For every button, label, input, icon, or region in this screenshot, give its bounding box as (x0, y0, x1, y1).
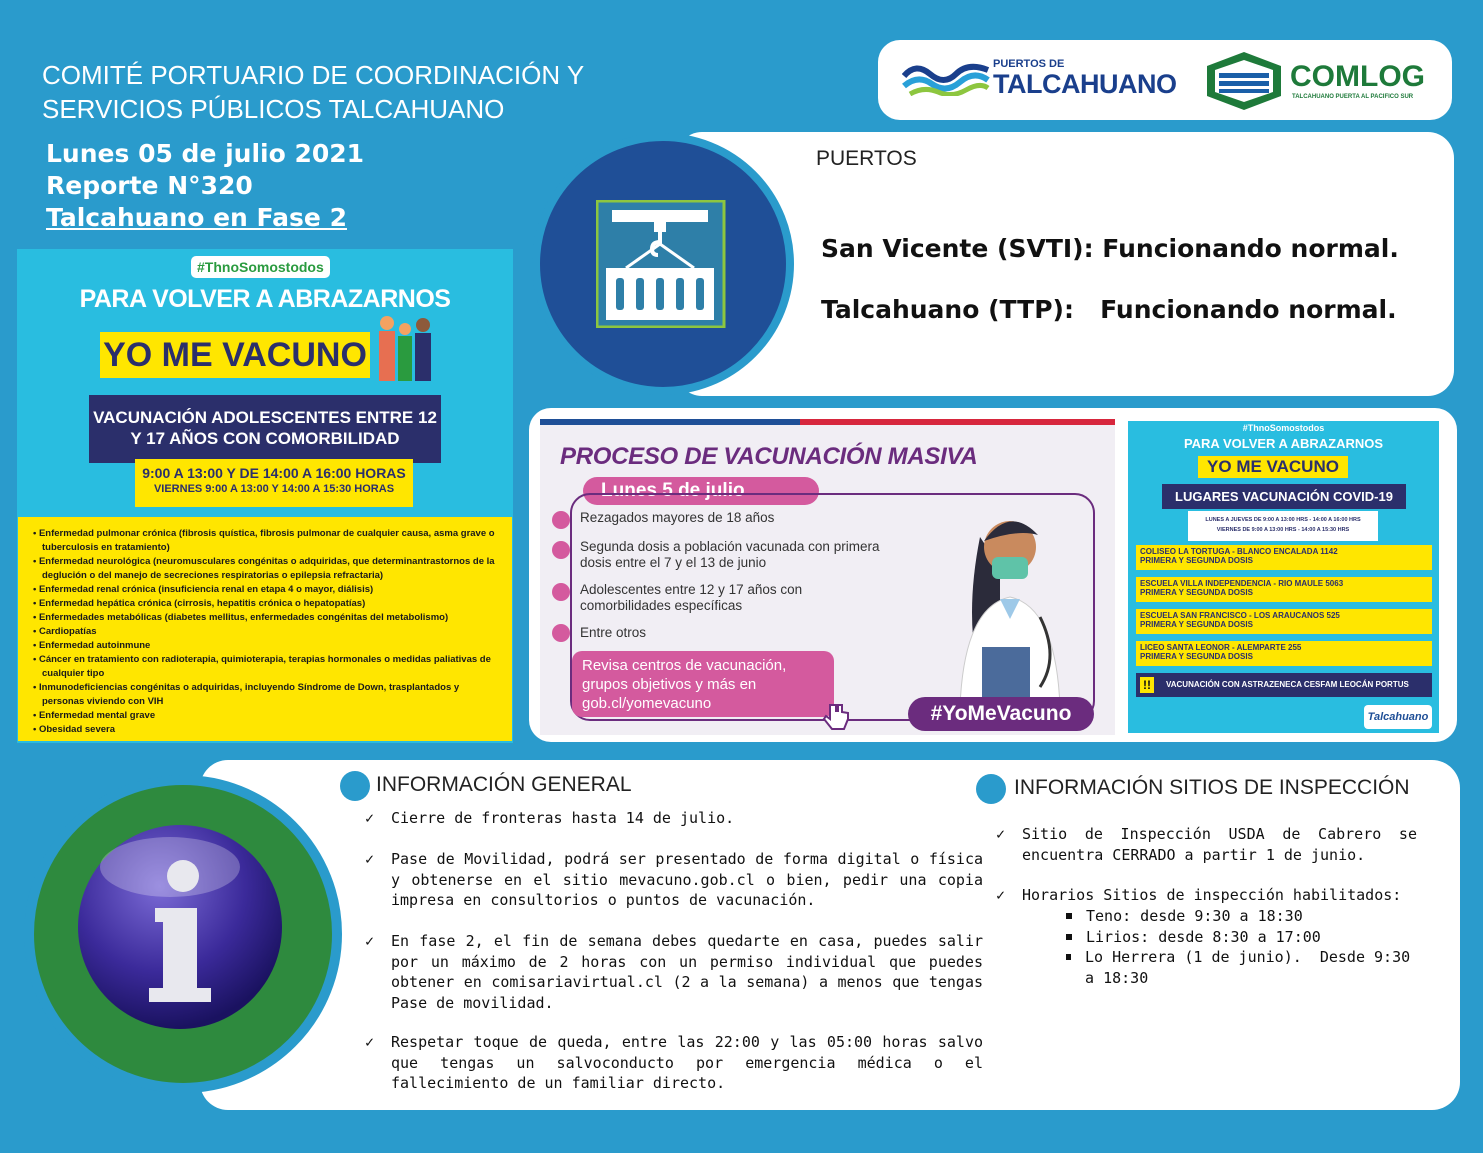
right-poster-line-2: YO ME VACUNO (1198, 456, 1348, 478)
list-item: • Inmunodeficiencias congénitas o adquiridas, incluyendo Síndrome de Down, trasplantados y personas viviendo con VIH (33, 682, 460, 707)
astrazeneca-notice: VACUNACIÓN CON ASTRAZENECA CESFAM LEOCÁN PORTUS (1136, 673, 1432, 697)
masiva-date-pill: Lunes 5 de julio (583, 477, 819, 505)
phase-label: Talcahuano en Fase 2 (46, 203, 347, 232)
syringe-bullet-icon (552, 624, 570, 642)
comlog-logo-icon (1205, 50, 1283, 112)
port-status-talcahuano: Talcahuano (TTP): Funcionando normal. (821, 295, 1397, 324)
report-header (46, 138, 364, 234)
syringe-bullet-icon (552, 511, 570, 529)
square-bullet-icon (1066, 954, 1071, 960)
general-info-item: ✓ En fase 2, el fin de semana debes quedarte en casa, puedes salir por un máximo de 2 horas con un permiso individual que puedes obtener en comisariavirtual.cl (2 a la semana) a menos que tengas Pase de movilidad. (365, 932, 983, 1012)
right-poster-hours-2: VIERNES DE 9:00 A 13:00 HRS - 14:00 A 15:30 HRS (1216, 527, 1350, 533)
list-item: LICEO SANTA LEONOR - ALEMPARTE 255 PRIMERA Y SEGUNDA DOSIS (1136, 641, 1432, 666)
check-icon: ✓ (996, 825, 1006, 843)
list-item: • Enfermedad renal crónica (insuficiencia renal en etapa 4 o mayor, diálisis) (33, 584, 374, 595)
warning-icon: !! (1140, 677, 1154, 693)
comorbidity-list (18, 517, 512, 741)
list-item: COLISEO LA TORTUGA - BLANCO ENCALADA 1142 PRIMERA Y SEGUNDA DOSIS (1136, 545, 1432, 570)
check-icon: ✓ (365, 850, 375, 868)
list-item: • Enfermedades metabólicas (diabetes mellitus, enfermedades congénitas del metabolismo) (33, 612, 449, 623)
vaccination-places-poster (1128, 421, 1439, 733)
poster-line-1: PARA VOLVER A ABRAZARNOS (79, 285, 451, 313)
masiva-title: PROCESO DE VACUNACIÓN MASIVA (560, 443, 978, 470)
list-item: Lirios: desde 8:30 a 17:00 (1066, 927, 1418, 948)
masiva-item: Adolescentes entre 12 y 17 años con comorbilidades específicas (580, 582, 803, 613)
poster-hashtag: #ThnoSomostodos (191, 256, 330, 278)
list-item: ESCUELA VILLA INDEPENDENCIA - RIO MAULE 5063 PRIMERA Y SEGUNDA DOSIS (1136, 577, 1432, 602)
crane-container-icon (596, 200, 726, 328)
family-illustration-icon (373, 311, 437, 383)
section-bullet-icon (976, 774, 1006, 804)
general-info-item: ✓ Pase de Movilidad, podrá ser presentado de forma digital o física y obtenerse en el sitio mevacuno.gob.cl o bien, pedir una copia impresa en consultorios o puntos de vacunación. (365, 850, 983, 909)
square-bullet-icon (1066, 934, 1072, 940)
adolescent-banner: VACUNACIÓN ADOLESCENTES ENTRE 12 Y 17 AÑOS CON COMORBILIDAD (89, 395, 441, 463)
list-item: • Enfermedad autoinmune (33, 640, 151, 651)
committee-line-1: COMITÉ PORTUARIO DE COORDINACIÓN Y (42, 60, 585, 90)
general-info-title: INFORMACIÓN GENERAL (376, 773, 632, 796)
ports-title: PUERTOS (816, 147, 917, 170)
poster-line-2: YO ME VACUNO (100, 332, 370, 378)
poster-hours-2: VIERNES 9:00 A 13:00 Y 14:00 A 15:30 HORAS (153, 483, 395, 495)
right-poster-hashtag: #ThnoSomostodos (1242, 423, 1325, 433)
section-bullet-icon (340, 771, 370, 801)
right-poster-line-1: PARA VOLVER A ABRAZARNOS (1183, 436, 1384, 451)
list-item: • Enfermedad mental grave (33, 710, 156, 721)
masiva-hashtag: #YoMeVacuno (908, 697, 1094, 731)
list-item: • Enfermedad pulmonar crónica (fibrosis quística, fibrosis pulmonar de cualquier causa, asma grave o tuberculosis en tratamiento) (33, 528, 495, 553)
list-item: ESCUELA SAN FRANCISCO - LOS ARAUCANOS 525 PRIMERA Y SEGUNDA DOSIS (1136, 609, 1432, 634)
check-icon: ✓ (365, 1033, 375, 1051)
pointer-hand-icon (822, 701, 852, 731)
list-item: • Cáncer en tratamiento con radioterapia, quimioterapia, terapias hormonales o medidas paliativas de cualquier tipo (33, 654, 491, 679)
masiva-item: Segunda dosis a población vacunada con primera dosis entre el 7 y el 13 de junio (580, 539, 880, 570)
mass-vaccination-card (540, 419, 1115, 735)
committee-title (42, 58, 584, 126)
list-item: • Enfermedad neurológica (neuromusculares congénitas o adquiridas, que determinantrastornos de la deglución o del manejo de secreciones respiratorias o epilepsia refractaria) (33, 556, 495, 581)
info-icon (75, 822, 285, 1032)
committee-line-2: SERVICIOS PÚBLICOS TALCAHUANO (42, 94, 505, 124)
comlog-tagline: TALCAHUANO PUERTA AL PACIFICO SUR (1292, 94, 1414, 100)
puertos-logo-text: TALCAHUANO (993, 69, 1177, 99)
list-item: • Enfermedad hepática crónica (cirrosis, hepatitis crónica o hepatopatías) (33, 598, 366, 609)
puertos-waves-logo-icon (902, 58, 990, 96)
inspection-item: ✓ Horarios Sitios de inspección habilitados: (996, 886, 1402, 904)
masiva-item: Entre otros (580, 625, 647, 640)
comlog-logo-text: COMLOG (1290, 60, 1425, 93)
port-status-san-vicente: San Vicente (SVTI): Funcionando normal. (821, 234, 1399, 263)
right-poster-banner: LUGARES VACUNACIÓN COVID-19 (1162, 484, 1406, 509)
check-icon: ✓ (996, 886, 1006, 904)
masiva-item: Rezagados mayores de 18 años (580, 510, 775, 525)
report-number: Reporte N°320 (46, 171, 253, 200)
syringe-bullet-icon (552, 541, 570, 559)
check-icon: ✓ (365, 809, 375, 827)
puertos-logo-small-text: PUERTOS DE (993, 58, 1065, 70)
general-info-item: ✓ Cierre de fronteras hasta 14 de julio. (365, 809, 735, 827)
inspection-sites-title: INFORMACIÓN SITIOS DE INSPECCIÓN (1014, 776, 1410, 799)
list-item: Teno: desde 9:30 a 18:30 (1066, 906, 1418, 927)
inspection-item: ✓ Sitio de Inspección USDA de Cabrero se encuentra CERRADO a partir 1 de junio. (996, 825, 1417, 864)
list-item: Lo Herrera (1 de junio). Desde 9:30 a 18:30 (1066, 947, 1418, 988)
poster-hours-1: 9:00 A 13:00 Y DE 14:00 A 16:00 HORAS (142, 465, 406, 481)
doctor-illustration-icon (940, 507, 1100, 707)
talcahuano-footer-logo: Talcahuano (1364, 705, 1432, 729)
list-item: • Obesidad severa (33, 724, 116, 735)
right-poster-hours-1: LUNES A JUEVES DE 9:00 A 13:00 HRS - 14:00 A 16:00 HRS (1205, 517, 1361, 523)
masiva-cta: Revisa centros de vacunación, grupos objetivos y más en gob.cl/yomevacuno (572, 651, 834, 717)
inspection-sites-list (1066, 906, 1418, 988)
general-info-item: ✓ Respetar toque de queda, entre las 22:00 y las 05:00 horas salvo que tengas un salvoconducto por emergencia médica o el fallecimiento de un familiar directo. (365, 1033, 983, 1092)
check-icon: ✓ (365, 932, 375, 950)
report-date: Lunes 05 de julio 2021 (46, 139, 365, 168)
list-item: • Cardiopatías (33, 626, 97, 637)
syringe-bullet-icon (552, 583, 570, 601)
square-bullet-icon (1066, 913, 1072, 919)
